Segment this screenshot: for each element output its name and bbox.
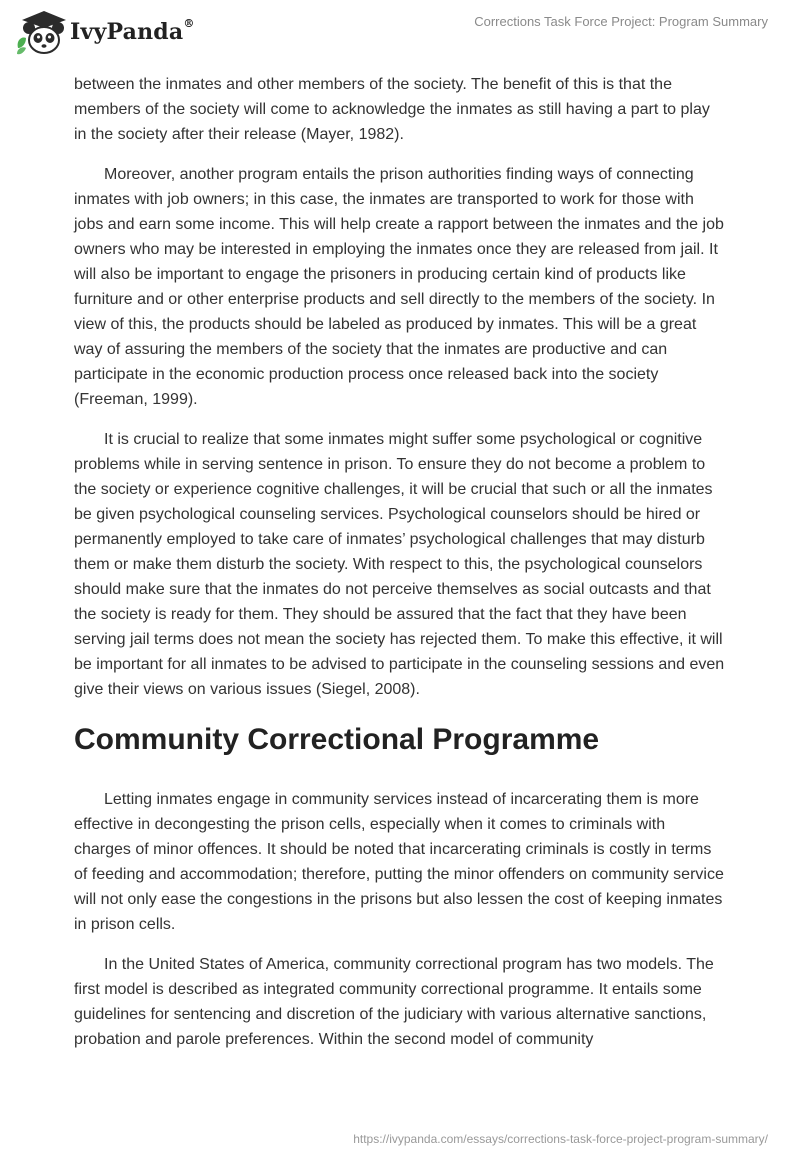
page-header (0, 0, 800, 64)
paragraph: Letting inmates engage in community services instead of incarcerating them is more effective in decongesting the prison cells, especially when it comes to criminals with charges of minor offences. It should be noted that incarcerating criminals is costly in terms of feeding and accommodation; therefore, putting the minor offenders on community service will not only ease the congestions in the prisons but also lessen the cost of keeping inmates in prison cells. (74, 791, 724, 933)
paragraph: It is crucial to realize that some inmates might suffer some psychological or cognitive problems while in serving sentence in prison. To ensure they do not become a problem to the society or experience cognitive challenges, it will be crucial that such or all the inmates be given psychological counseling services. Psychological counselors should be hired or permanently employed to take care of inmates’ psychological challenges that may disturb them or make them disturb the society. With respect to this, the psychological counselors should make sure that the inmates do not perceive themselves as social outcasts and that the society is ready for them. They should be assured that the fact that they have been serving jail terms does not mean the society has rejected them. To make this effective, it will be important for all inmates to be advised to participate in the counseling sessions and even give their views on various issues (Siegel, 2008). (74, 431, 725, 698)
source-url[interactable]: https://ivypanda.com/essays/corrections-task-force-project-program-summary/ (353, 1132, 768, 1146)
paragraph: Moreover, another program entails the prison authorities finding ways of connecting inmates with job owners; in this case, the inmates are transported to work for those with jobs and earn some income. This will help create a rapport between the inmates and the job owners who may be interested in employing the inmates once they are released from jail. It will also be important to engage the prisoners in producing certain kind of products like furniture and or other enterprise products and sell directly to the members of the society. In view of this, the products should be labeled as produced by inmates. This will be a great way of assuring the members of the society that the inmates are productive and can participate in the economic production process once released back into the society (Freeman, 1999). (74, 166, 724, 408)
document-title: Corrections Task Force Project: Program Summary (474, 14, 768, 29)
ivypanda-logo[interactable] (14, 8, 195, 56)
essay-body (74, 72, 726, 1052)
logo-wordmark: IvyPanda® (70, 17, 195, 45)
section-heading: Community Correctional Programme (74, 723, 600, 756)
paragraph: In the United States of America, community correctional program has two models. The first model is described as integrated community correctional programme. It entails some guidelines for sentencing and discretion of the judiciary with various alternative sanctions, probation and parole preferences. Within the second model of community (74, 956, 714, 1048)
panda-graduate-icon (14, 8, 66, 56)
paragraph-continued: between the inmates and other members of the society. The benefit of this is that the members of the society will come to acknowledge the inmates as still having a part to play in the society after their release (Mayer, 1982). (74, 76, 710, 143)
